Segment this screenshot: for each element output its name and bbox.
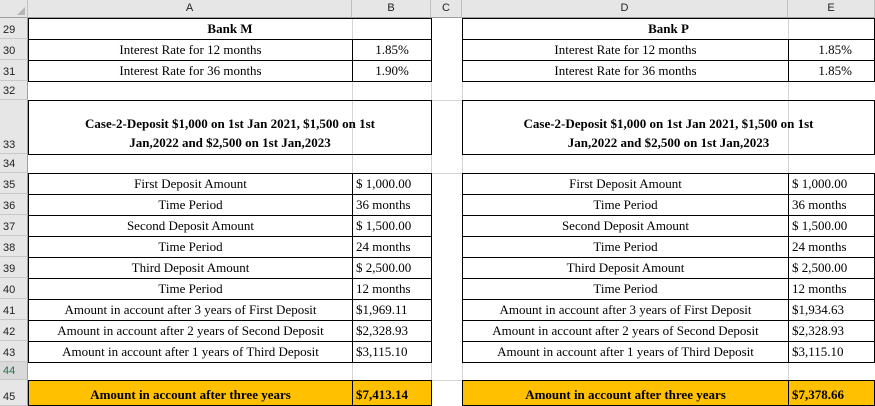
- bank-p-value-time-period-3[interactable]: 12 months: [788, 278, 875, 300]
- column-header-a[interactable]: A: [28, 0, 352, 18]
- bank-p-value-first-deposit[interactable]: $ 1,000.00: [788, 173, 875, 195]
- bank-p-value-time-period-2[interactable]: 24 months: [788, 236, 875, 258]
- bank-m-value-first-deposit[interactable]: $ 1,000.00: [352, 173, 432, 195]
- bank-p-total-value[interactable]: $7,378.66: [788, 380, 875, 406]
- row-header-44[interactable]: 44: [0, 362, 28, 380]
- bank-m-label-amount-third[interactable]: Amount in account after 1 years of Third Deposit: [28, 341, 353, 363]
- bank-p-value-amount-second[interactable]: $2,328.93: [788, 320, 875, 342]
- bank-p-rate36-value[interactable]: 1.85%: [788, 60, 875, 82]
- bank-p-title[interactable]: Bank P: [462, 18, 875, 40]
- bank-p-rate12-label[interactable]: Interest Rate for 12 months: [462, 39, 789, 61]
- bank-m-total-label[interactable]: Amount in account after three years: [28, 380, 353, 406]
- bank-m-rate36-value[interactable]: 1.90%: [352, 60, 432, 82]
- row-header-31[interactable]: 31: [0, 60, 28, 81]
- bank-m-case-title[interactable]: Case-2-Deposit $1,000 on 1st Jan 2021, $1,500 on 1st Jan,2022 and $2,500 on 1st Jan,2023: [28, 100, 432, 155]
- bank-m-value-time-period-1[interactable]: 36 months: [352, 194, 432, 216]
- column-header-b[interactable]: B: [352, 0, 431, 18]
- bank-p-label-amount-third[interactable]: Amount in account after 1 years of Third Deposit: [462, 341, 789, 363]
- row-header-37[interactable]: 37: [0, 215, 28, 236]
- bank-m-label-time-period-2[interactable]: Time Period: [28, 236, 353, 258]
- bank-m-label-amount-second[interactable]: Amount in account after 2 years of Second Deposit: [28, 320, 353, 342]
- bank-p-label-second-deposit[interactable]: Second Deposit Amount: [462, 215, 789, 237]
- bank-m-label-time-period-3[interactable]: Time Period: [28, 278, 353, 300]
- row-header-39[interactable]: 39: [0, 257, 28, 278]
- bank-p-value-amount-first[interactable]: $1,934.63: [788, 299, 875, 321]
- bank-m-value-amount-first[interactable]: $1,969.11: [352, 299, 432, 321]
- bank-m-value-amount-second[interactable]: $2,328.93: [352, 320, 432, 342]
- column-header-c[interactable]: C: [431, 0, 462, 18]
- bank-p-value-third-deposit[interactable]: $ 2,500.00: [788, 257, 875, 279]
- row-header-40[interactable]: 40: [0, 278, 28, 299]
- bank-m-title[interactable]: Bank M: [28, 18, 432, 40]
- bank-m-value-time-period-3[interactable]: 12 months: [352, 278, 432, 300]
- row-header-34[interactable]: 34: [0, 154, 28, 173]
- row-header-33[interactable]: 33: [0, 100, 28, 154]
- bank-p-label-time-period-3[interactable]: Time Period: [462, 278, 789, 300]
- bank-m-label-amount-first[interactable]: Amount in account after 3 years of First Deposit: [28, 299, 353, 321]
- row-header-29[interactable]: 29: [0, 18, 28, 39]
- bank-p-value-second-deposit[interactable]: $ 1,500.00: [788, 215, 875, 237]
- row-header-41[interactable]: 41: [0, 299, 28, 320]
- bank-p-rate12-value[interactable]: 1.85%: [788, 39, 875, 61]
- bank-m-label-time-period-1[interactable]: Time Period: [28, 194, 353, 216]
- row-header-45[interactable]: 45: [0, 380, 28, 406]
- column-header-e[interactable]: E: [788, 0, 875, 18]
- row-header-38[interactable]: 38: [0, 236, 28, 257]
- select-all-corner[interactable]: [0, 0, 28, 18]
- bank-p-label-first-deposit[interactable]: First Deposit Amount: [462, 173, 789, 195]
- bank-m-label-second-deposit[interactable]: Second Deposit Amount: [28, 215, 353, 237]
- row-header-30[interactable]: 30: [0, 39, 28, 60]
- bank-m-label-first-deposit[interactable]: First Deposit Amount: [28, 173, 353, 195]
- row-header-42[interactable]: 42: [0, 320, 28, 341]
- row-header-32[interactable]: 32: [0, 81, 28, 100]
- column-header-d[interactable]: D: [462, 0, 788, 18]
- row-header-36[interactable]: 36: [0, 194, 28, 215]
- bank-m-value-third-deposit[interactable]: $ 2,500.00: [352, 257, 432, 279]
- bank-p-label-time-period-1[interactable]: Time Period: [462, 194, 789, 216]
- bank-m-label-third-deposit[interactable]: Third Deposit Amount: [28, 257, 353, 279]
- row-header-43[interactable]: 43: [0, 341, 28, 362]
- bank-p-label-time-period-2[interactable]: Time Period: [462, 236, 789, 258]
- bank-p-value-time-period-1[interactable]: 36 months: [788, 194, 875, 216]
- bank-m-rate12-label[interactable]: Interest Rate for 12 months: [28, 39, 353, 61]
- bank-p-label-third-deposit[interactable]: Third Deposit Amount: [462, 257, 789, 279]
- bank-p-label-amount-second[interactable]: Amount in account after 2 years of Second Deposit: [462, 320, 789, 342]
- bank-m-value-time-period-2[interactable]: 24 months: [352, 236, 432, 258]
- bank-m-total-value[interactable]: $7,413.14: [352, 380, 432, 406]
- bank-p-label-amount-first[interactable]: Amount in account after 3 years of First Deposit: [462, 299, 789, 321]
- bank-m-rate12-value[interactable]: 1.85%: [352, 39, 432, 61]
- bank-p-rate36-label[interactable]: Interest Rate for 36 months: [462, 60, 789, 82]
- bank-m-rate36-label[interactable]: Interest Rate for 36 months: [28, 60, 353, 82]
- row-header-35[interactable]: 35: [0, 173, 28, 194]
- bank-m-value-second-deposit[interactable]: $ 1,500.00: [352, 215, 432, 237]
- bank-m-value-amount-third[interactable]: $3,115.10: [352, 341, 432, 363]
- bank-p-value-amount-third[interactable]: $3,115.10: [788, 341, 875, 363]
- bank-p-total-label[interactable]: Amount in account after three years: [462, 380, 789, 406]
- bank-p-case-title[interactable]: Case-2-Deposit $1,000 on 1st Jan 2021, $1,500 on 1st Jan,2022 and $2,500 on 1st Jan,2023: [462, 100, 875, 155]
